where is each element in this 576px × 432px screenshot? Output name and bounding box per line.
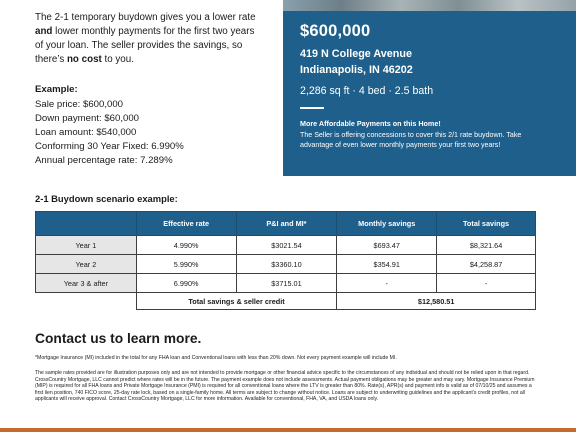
example-down-payment: Down payment: $60,000 [35,113,139,125]
table-header: Total savings [437,212,536,236]
total-value: $12,580.51 [337,293,536,310]
table-cell: 4.990% [136,236,236,255]
table-cell: $4,258.87 [437,255,536,274]
scenario-title: 2-1 Buydown scenario example: [35,193,178,204]
table-row [36,236,536,255]
table-cell: $3360.10 [236,255,337,274]
table-header: Effective rate [136,212,236,236]
intro-bold-no-cost: no cost [66,54,102,65]
table-cell: $3021.54 [236,236,337,255]
table-header-row [36,212,536,236]
total-label: Total savings & seller credit [136,293,337,310]
total-row [36,293,536,310]
table-header: P&I and MI* [236,212,337,236]
table-cell: $3715.01 [236,274,337,293]
table-cell: 5.990% [136,255,236,274]
total-blank-cell [36,293,137,310]
house-photo [283,0,576,11]
listing-card [283,0,576,176]
example-title: Example: [35,84,78,95]
table-header-blank [36,212,137,236]
example-apr: Annual percentage rate: 7.289% [35,155,173,167]
row-label: Year 1 [36,236,137,255]
intro-paragraph [35,11,265,67]
table-header: Monthly savings [337,212,437,236]
table-cell: - [437,274,536,293]
listing-city: Indianapolis, IN 46202 [300,64,413,76]
contact-heading: Contact us to learn more. [35,331,202,346]
example-loan-amount: Loan amount: $540,000 [35,127,137,139]
listing-headline: More Affordable Payments on this Home! [300,119,441,128]
legal-disclaimer: The sample rates provided are for illustration purposes only and are not intended to provide mortgage or other financial advice specific to the circumstances of any individual and should not be relied upon in that regard. CrossCountry Mortgage, LLC cannot predict where rates will be in the future. The payment example does not include assessments. Actual payment obligations may be greater and may vary. Mortgage Insurance Premium (MIP) is required for all FHA loans and Private Mortgage Insurance (PMI) is required for all conventional loans where the LTV is greater than 80%. Rate(s), APR(s) and payment info is valid as of 07/10/25 and assumes a first lien position, 740 FICO score, 25-day rate lock, based on a single-family home. All terms are subject to change without notice. Loans are subject to underwriting guidelines and the applicant’s credit profiles, not all applicants will receive approval. Contact CrossCountry Mortgage, LLC for more information. Available for conventional, FHA, VA, and USDA loans only. [35,370,535,403]
example-rate: Conforming 30 Year Fixed: 6.990% [35,141,184,153]
intro-text-2: lower monthly payments for the first two years of your loan. The seller provides the savings, so there’s [35,26,255,65]
card-divider [300,107,324,109]
listing-street: 419 N College Avenue [300,48,413,60]
row-label: Year 2 [36,255,137,274]
bottom-accent-bar [0,428,576,432]
row-label: Year 3 & after [36,274,137,293]
intro-text-1: The 2-1 temporary buydown gives you a lower rate [35,12,256,23]
listing-price: $600,000 [300,22,371,40]
table-row [36,274,536,293]
table-cell: $8,321.64 [437,236,536,255]
table-row [36,255,536,274]
table-cell: - [337,274,437,293]
buydown-table [35,211,536,310]
table-cell: $354.91 [337,255,437,274]
mi-footnote: *Mortgage Insurance (MI) included in the total for any FHA loan and Conventional loans with less than 20% down. Not every payment example will include MI. [35,355,397,361]
listing-specs: 2,286 sq ft · 4 bed · 2.5 bath [300,85,434,97]
table-cell: 6.990% [136,274,236,293]
loan-example [35,83,265,169]
table-cell: $693.47 [337,236,437,255]
example-sale-price: Sale price: $600,000 [35,99,124,111]
intro-bold-and: and [35,26,53,37]
listing-description: The Seller is offering concessions to cover this 2/1 rate buydown. Take advantage of even lower monthly payments your first two years! [300,131,522,150]
intro-text-3: to you. [101,54,134,65]
